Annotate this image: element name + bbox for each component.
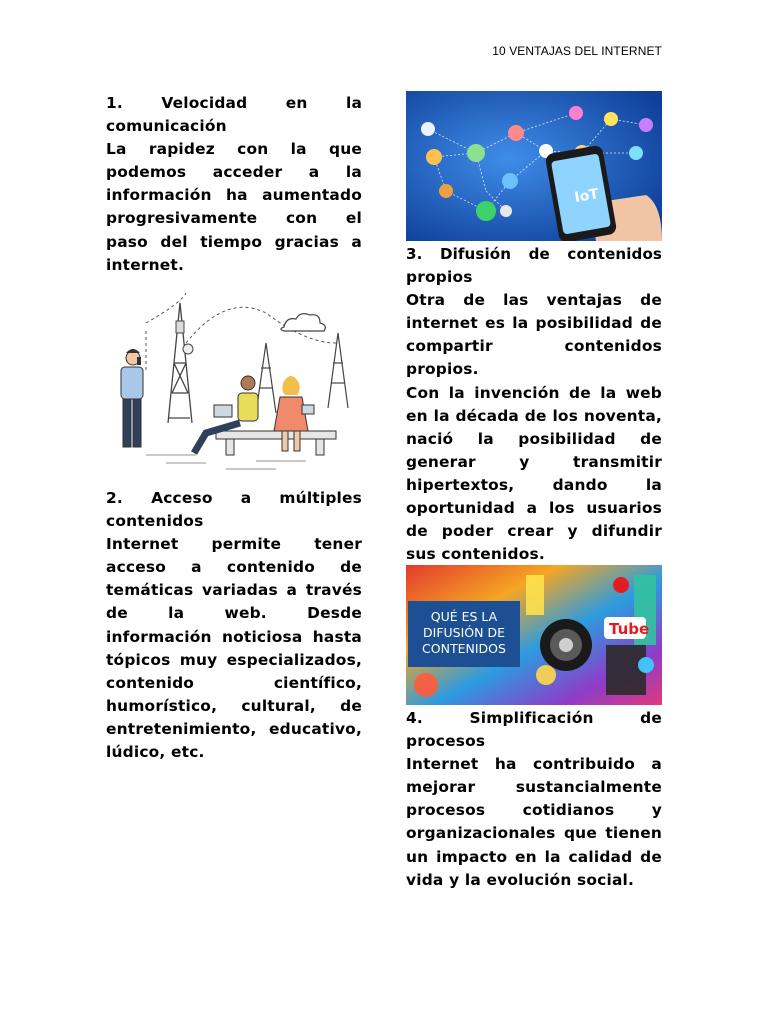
section-3	[406, 243, 662, 566]
section-1-word3: la	[345, 94, 363, 112]
section-4	[406, 707, 662, 892]
banner-line2: DIFUSIÓN DE	[423, 625, 505, 640]
section-4-heading-line2: procesos	[406, 732, 486, 751]
section-3-body2: Con la invención de la web en la década de los noventa, nació la posibilidad de generar y transmitir hipertextos, dando la oportunidad a los usuarios de poder crear y difundir sus contenidos.	[406, 383, 662, 564]
section-2-heading-line1	[106, 487, 362, 510]
iot-network-svg	[406, 91, 662, 241]
section-4-word1: Simplificación	[469, 709, 594, 727]
section-2-heading-line2: contenidos	[106, 512, 204, 531]
section-3-heading-line1: 3. Difusión de contenidos	[406, 245, 662, 263]
section-1-body: La rapidez con la que podemos acceder a la información ha aumentado progresivamente con el paso del tiempo gracias a internet.	[106, 140, 362, 274]
section-4-heading-line1	[406, 707, 662, 730]
section-2-word3: múltiples	[279, 489, 363, 507]
youtube-text: Tube	[609, 620, 650, 638]
section-2-body: Internet permite tener acceso a contenido de temáticas variadas a través de la web. Desde información noticiosa hasta tópicos muy especializados, contenido científico, humorístico, cultural, de entretenimiento, educativo, lúdico, etc.	[106, 535, 362, 762]
people-antennas-svg	[106, 283, 362, 483]
section-1-word1: Velocidad	[161, 94, 248, 112]
section-3-body1: Otra de las ventajas de internet es la posibilidad de compartir contenidos propios.	[406, 291, 662, 379]
section-4-body: Internet ha contribuido a mejorar sustancialmente procesos cotidianos y organizacionales que tienen un impacto en la calidad de vida y la evolución social.	[406, 755, 662, 889]
section-2-word1: Acceso	[151, 489, 213, 507]
section-2	[106, 487, 362, 764]
section-2-number: 2.	[106, 489, 123, 507]
iot-label: IoT	[573, 186, 601, 207]
banner-svg	[406, 565, 662, 705]
section-1-heading-line1	[106, 92, 362, 115]
people-antennas-illustration	[106, 283, 362, 483]
section-1-number: 1.	[106, 94, 123, 112]
section-1	[106, 92, 362, 277]
page-header: 10 VENTAJAS DEL INTERNET	[492, 44, 662, 58]
iot-network-image	[406, 91, 662, 241]
content-diffusion-banner	[406, 565, 662, 705]
section-1-word2: en	[285, 94, 308, 112]
section-3-heading-line2: propios	[406, 268, 473, 287]
banner-line1: QUÉ ES LA	[430, 609, 498, 624]
banner-line3: CONTENIDOS	[422, 641, 506, 656]
section-1-heading-line2: comunicación	[106, 117, 227, 136]
section-4-word2: de	[640, 709, 663, 727]
section-4-number: 4.	[406, 709, 423, 727]
section-2-word2: a	[240, 489, 252, 507]
